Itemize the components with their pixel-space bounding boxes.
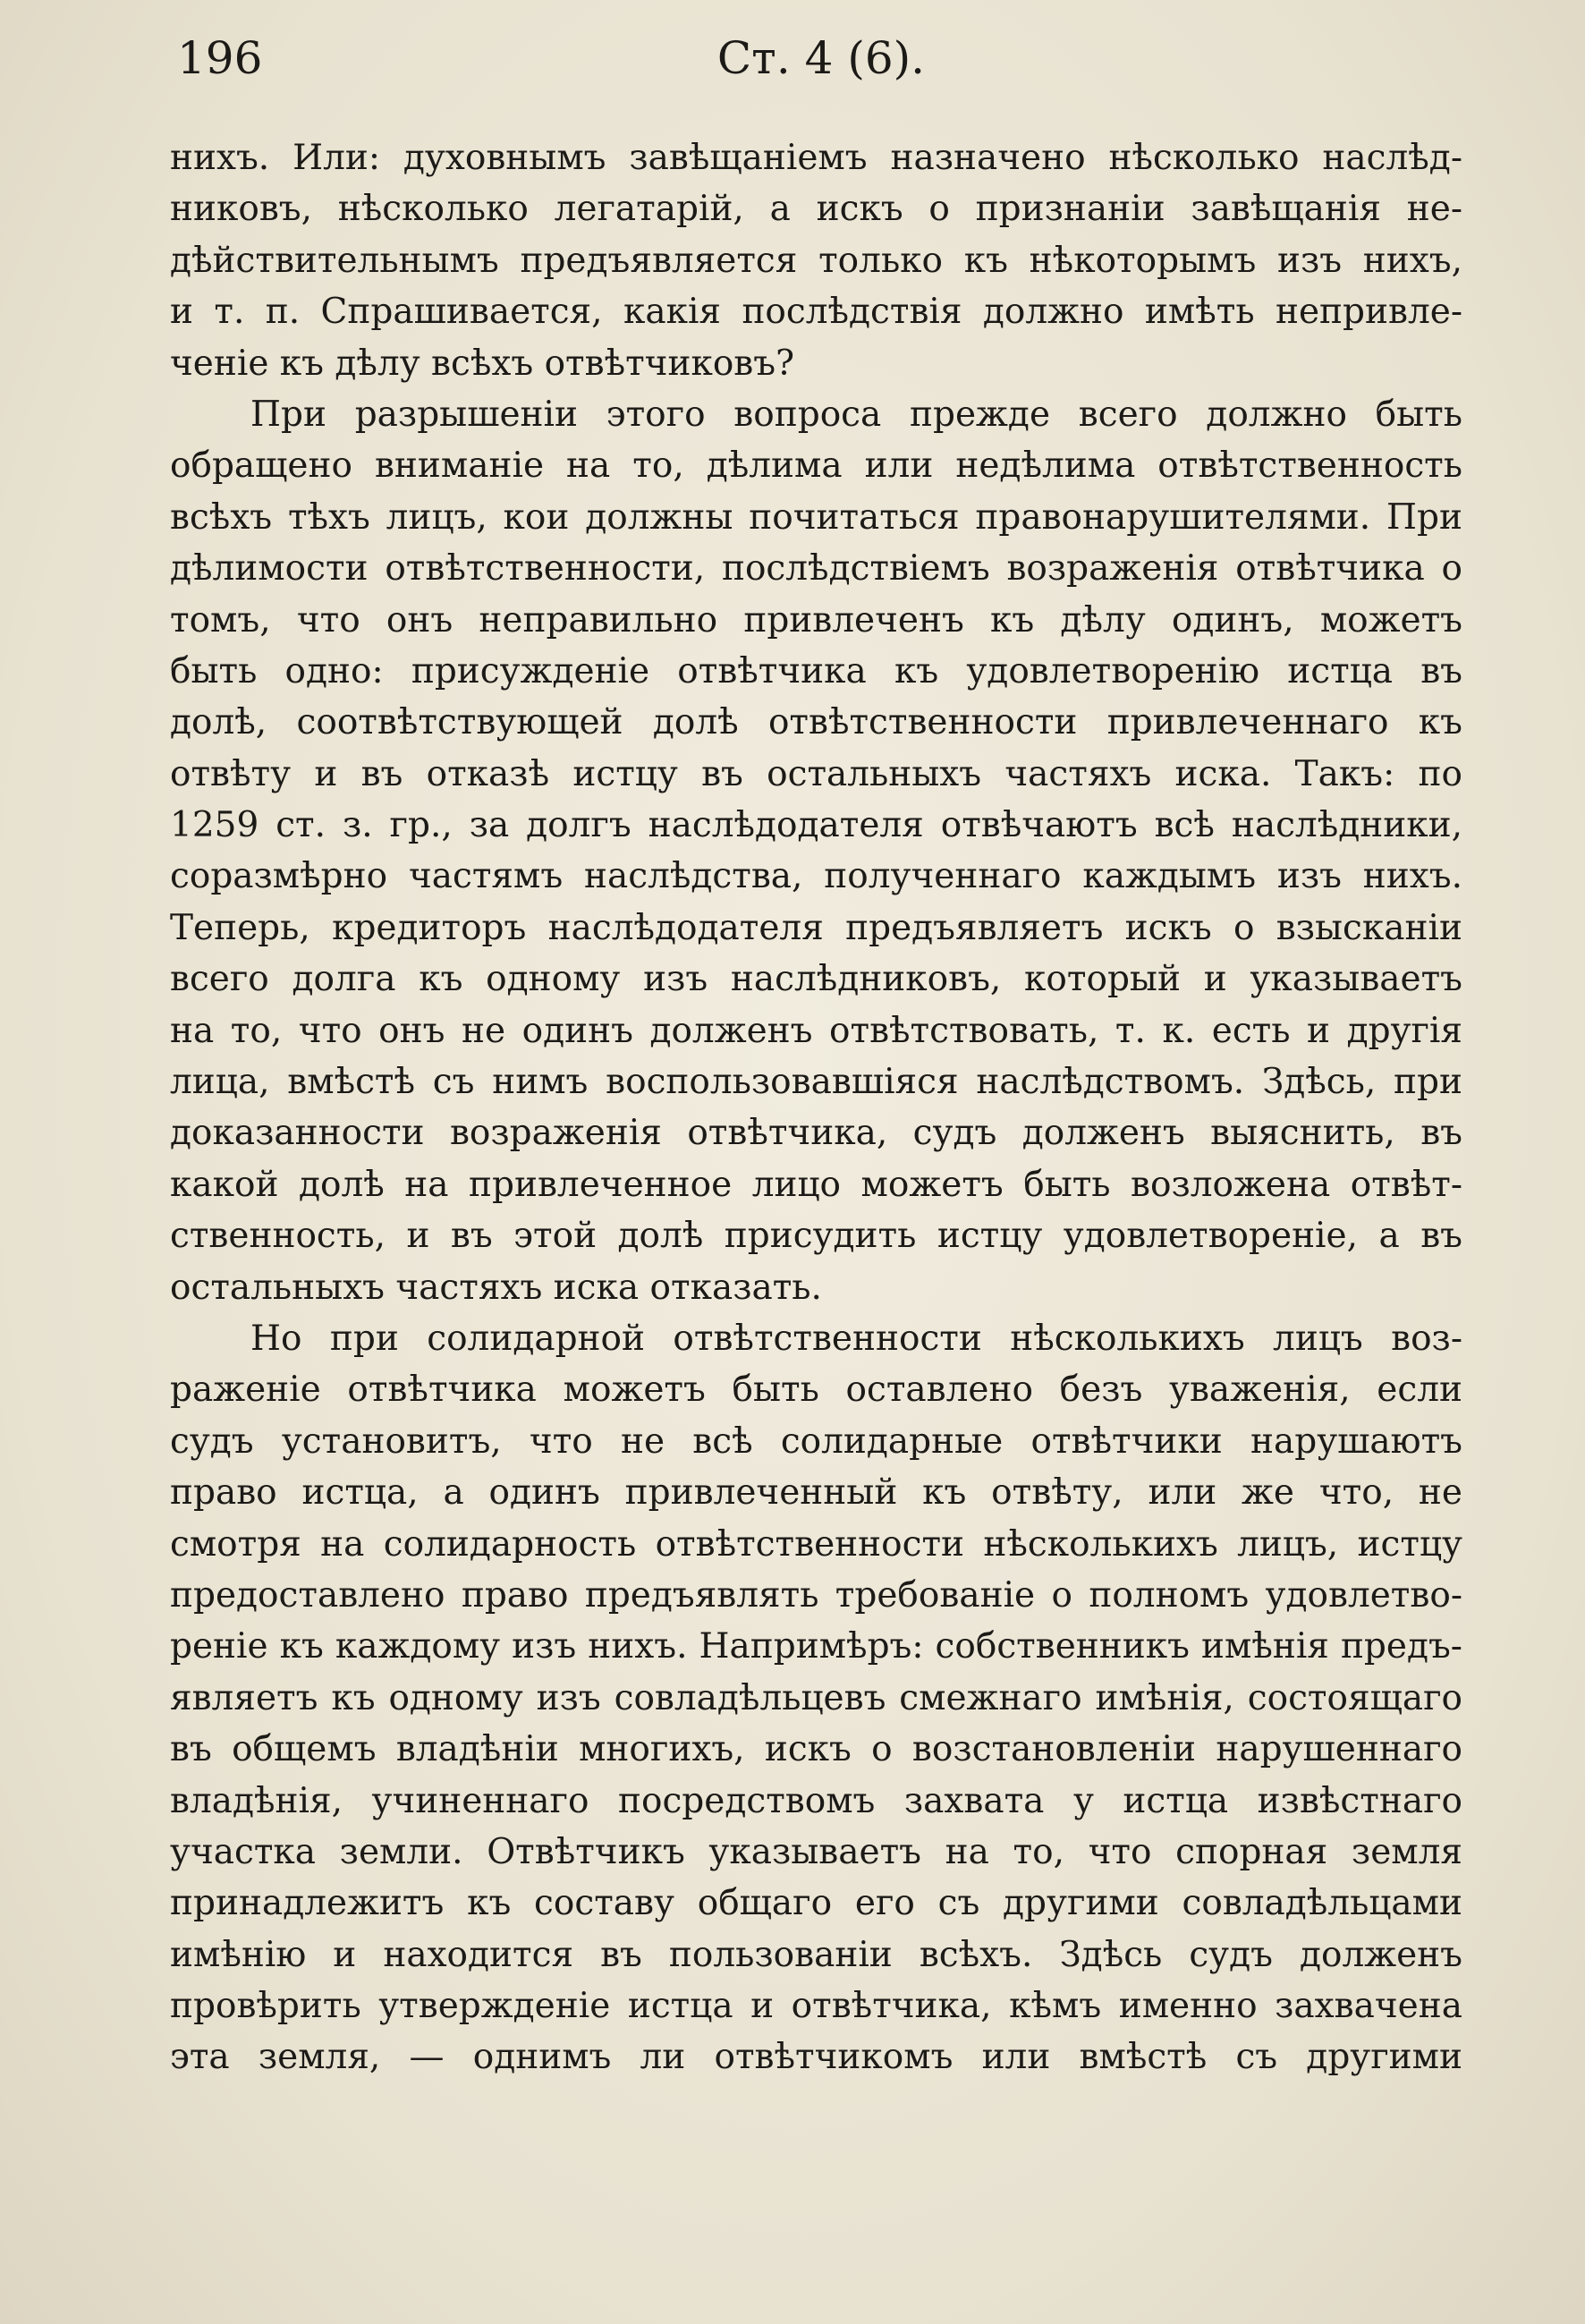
text-line: отвѣту и въ отказѣ истцу въ остальныхъ частяхъ иска. Такъ: по bbox=[170, 753, 1462, 794]
text-line: являетъ къ одному изъ совладѣльцевъ смежнаго имѣнія, состоящаго bbox=[170, 1677, 1462, 1718]
text-line: долѣ, соотвѣтствующей долѣ отвѣтственности привлеченнаго къ bbox=[170, 702, 1462, 743]
paragraph bbox=[170, 132, 1462, 389]
text-line: обращено вниманіе на то, дѣлима или недѣлима отвѣтственность bbox=[170, 445, 1462, 487]
text-line: дѣлимости отвѣтственности, послѣдствіемъ возраженія отвѣтчика о bbox=[170, 548, 1462, 589]
text-line: ственность, и въ этой долѣ присудить истцу удовлетвореніе, а въ bbox=[170, 1216, 1462, 1257]
body-text bbox=[170, 132, 1462, 2083]
text-line: 1259 ст. з. гр., за долгъ наслѣдодателя отвѣчаютъ всѣ наслѣдники, bbox=[170, 805, 1462, 846]
text-line: остальныхъ частяхъ иска отказать. bbox=[170, 1267, 822, 1308]
text-line: всѣхъ тѣхъ лицъ, кои должны почитаться правонарушителями. При bbox=[170, 496, 1462, 538]
text-line: и т. п. Спрашивается, какія послѣдствія должно имѣть непривле- bbox=[170, 292, 1462, 333]
text-line: судъ установитъ, что не всѣ солидарные отвѣтчики нарушаютъ bbox=[170, 1421, 1462, 1462]
text-line: быть одно: присужденіе отвѣтчика къ удовлетворенію истца въ bbox=[170, 650, 1462, 691]
page-number: 196 bbox=[177, 32, 263, 84]
text-line: провѣрить утвержденіе истца и отвѣтчика, кѣмъ именно захвачена bbox=[170, 1986, 1462, 2027]
running-head: Ст. 4 (6). bbox=[716, 32, 926, 84]
text-line: ченіе къ дѣлу всѣхъ отвѣтчиковъ? bbox=[170, 343, 794, 384]
text-line: дѣйствительнымъ предъявляется только къ нѣкоторымъ изъ нихъ, bbox=[170, 240, 1462, 281]
page-header bbox=[177, 27, 1465, 89]
text-line: доказанности возраженія отвѣтчика, судъ долженъ выяснить, въ bbox=[170, 1113, 1462, 1154]
text-line: на то, что онъ не одинъ долженъ отвѣтствовать, т. к. есть и другія bbox=[170, 1010, 1462, 1051]
text-line: лица, вмѣстѣ съ нимъ воспользовавшіяся наслѣдствомъ. Здѣсь, при bbox=[170, 1062, 1462, 1103]
text-line: смотря на солидарность отвѣтственности нѣсколькихъ лицъ, истцу bbox=[170, 1523, 1462, 1565]
text-line: никовъ, нѣсколько легатарій, а искъ о признаніи завѣщанія не- bbox=[170, 189, 1462, 230]
text-line: Но при солидарной отвѣтственности нѣсколькихъ лицъ воз- bbox=[250, 1318, 1462, 1359]
text-line: томъ, что онъ неправильно привлеченъ къ дѣлу одинъ, можетъ bbox=[170, 599, 1462, 640]
text-line: реніе къ каждому изъ нихъ. Напримѣръ: собственникъ имѣнія предъ- bbox=[170, 1626, 1462, 1667]
text-line: въ общемъ владѣніи многихъ, искъ о возстановленіи нарушеннаго bbox=[170, 1729, 1462, 1770]
text-line: право истца, а одинъ привлеченный къ отвѣту, или же что, не bbox=[170, 1472, 1462, 1514]
text-line: всего долга къ одному изъ наслѣдниковъ, который и указываетъ bbox=[170, 959, 1462, 1000]
text-line: нихъ. Или: духовнымъ завѣщаніемъ назначено нѣсколько наслѣд- bbox=[170, 138, 1462, 178]
text-line: При разрышеніи этого вопроса прежде всего должно быть bbox=[250, 394, 1462, 435]
text-line: владѣнія, учиненнаго посредствомъ захвата у истца извѣстнаго bbox=[170, 1780, 1462, 1821]
text-line: принадлежитъ къ составу общаго его съ другими совладѣльцами bbox=[170, 1883, 1462, 1924]
text-line: предоставлено право предъявлять требованіе о полномъ удовлетво- bbox=[170, 1574, 1462, 1616]
text-line: имѣнію и находится въ пользованіи всѣхъ. Здѣсь судъ долженъ bbox=[170, 1934, 1462, 1975]
text-line: участка земли. Отвѣтчикъ указываетъ на то, что спорная земля bbox=[170, 1831, 1462, 1872]
text-line: эта земля, — однимъ ли отвѣтчикомъ или вмѣстѣ съ другими bbox=[170, 2037, 1462, 2078]
text-line: какой долѣ на привлеченное лицо можетъ быть возложена отвѣт- bbox=[170, 1164, 1462, 1205]
paragraph bbox=[170, 389, 1462, 1313]
text-line: раженіе отвѣтчика можетъ быть оставлено безъ уваженія, если bbox=[170, 1370, 1462, 1411]
paragraph bbox=[170, 1313, 1462, 2083]
text-line: Теперь, кредиторъ наслѣдодателя предъявляетъ искъ о взысканіи bbox=[170, 907, 1462, 948]
text-line: соразмѣрно частямъ наслѣдства, полученнаго каждымъ изъ нихъ. bbox=[170, 856, 1462, 897]
